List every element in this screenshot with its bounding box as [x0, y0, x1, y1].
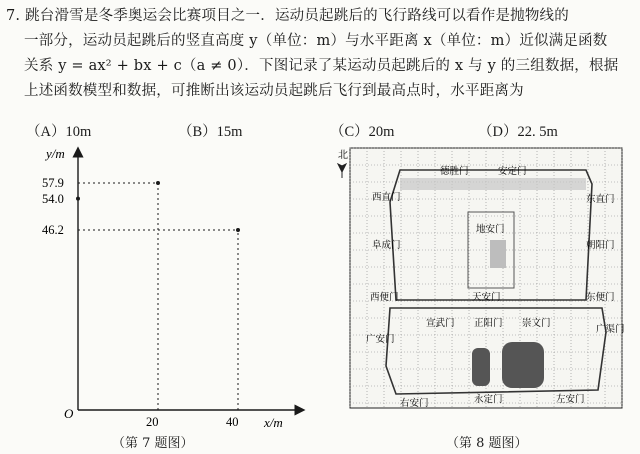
gate-label: 地安门	[476, 224, 505, 235]
figure-8	[330, 142, 630, 454]
gate-label: 正阳门	[474, 318, 503, 329]
data-point	[76, 197, 80, 201]
data-point	[156, 181, 160, 185]
question-line-2: 一部分，运动员起跳后的竖直高度 y（单位：m）与水平距离 x（单位：m）近似满足函数	[24, 33, 608, 49]
gate-label: 左安门	[556, 394, 585, 405]
option-c[interactable]: （C）20m	[330, 124, 395, 140]
gate-label: 天安门	[472, 292, 501, 303]
figure-8-map	[330, 142, 630, 432]
question-text	[6, 4, 636, 104]
y-tick-label: 54.0	[42, 192, 64, 206]
option-a[interactable]: （A）10m	[26, 124, 92, 140]
question-line-3: 关系 y = ax² + bx + c（a ≠ 0）．下图记录了某运动员起跳后的 x 与 y 的三组数据，根据	[24, 58, 619, 74]
x-axis-label: x/m	[264, 415, 283, 430]
gate-label: 广安门	[366, 334, 395, 345]
figure-8-caption: （第 8 题图）	[446, 436, 528, 451]
forbidden-city	[490, 240, 506, 268]
gate-label: 广渠门	[596, 324, 625, 335]
gate-label: 宣武门	[426, 318, 455, 329]
question-line-1: 7. 跳台滑雪是冬季奥运会比赛项目之一．运动员起跳后的飞行路线可以看作是抛物线的	[6, 8, 569, 24]
north-band	[400, 178, 586, 190]
temple-of-heaven	[502, 342, 544, 388]
y-axis-label: y/m	[46, 146, 65, 161]
gate-label: 东便门	[586, 292, 615, 303]
gate-label: 西直门	[372, 192, 401, 203]
origin-label: O	[64, 406, 74, 421]
figure-7	[42, 142, 320, 454]
x-tick-label: 40	[226, 415, 239, 429]
gate-label: 西便门	[370, 292, 399, 303]
gate-label: 永定门	[474, 394, 503, 405]
y-tick-label: 46.2	[42, 223, 64, 237]
gate-label: 安定门	[498, 166, 527, 177]
figure-7-chart	[42, 142, 320, 432]
option-b[interactable]: （B）15m	[178, 124, 243, 140]
temple-of-agriculture	[472, 348, 490, 386]
gate-label: 阜成门	[372, 240, 401, 251]
gate-label: 右安门	[400, 398, 429, 409]
gate-label: 朝阳门	[586, 240, 615, 251]
x-tick-label: 20	[146, 415, 159, 429]
answer-options	[0, 120, 640, 144]
gate-label: 东直门	[586, 194, 615, 205]
gate-label: 德胜门	[440, 166, 469, 177]
question-number: 7.	[6, 8, 21, 24]
gate-label: 崇文门	[522, 318, 551, 329]
question-line-4: 上述函数模型和数据，可推断出该运动员起跳后飞行到最高点时，水平距离为	[24, 83, 524, 99]
north-label: 北	[338, 150, 348, 161]
data-point	[236, 228, 240, 232]
north-arrow-icon	[338, 164, 346, 178]
figure-7-caption: （第 7 题图）	[112, 436, 194, 451]
option-d[interactable]: （D）22. 5m	[478, 124, 558, 140]
y-tick-label: 57.9	[42, 176, 64, 190]
